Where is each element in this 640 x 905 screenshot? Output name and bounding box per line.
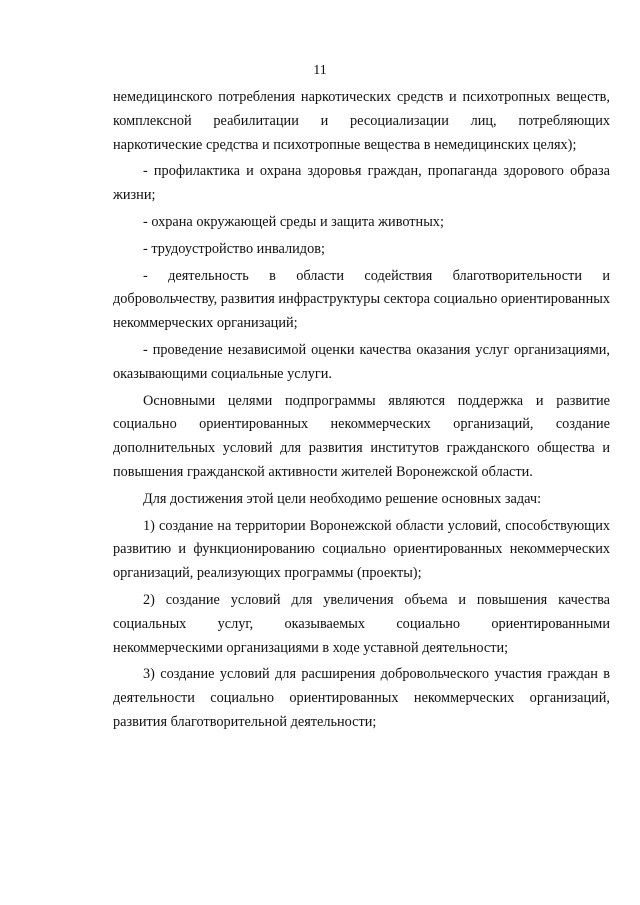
page-number: 11 — [313, 63, 327, 78]
paragraph-goals: Основными целями подпрограммы являются поддержка и развитие социально ориентированных некоммерческих организаций, создание дополнительных условий для развития институтов гражданского общества и повышения гражданской активности жителей Воронежской области. — [113, 392, 610, 480]
task-item-1: 1) создание на территории Воронежской области условий, способствующих развитию и функционированию социально ориентированных некоммерческих организаций, реализующих программы (проекты); — [113, 517, 610, 582]
list-item-quality-assessment: - проведение независимой оценки качества оказания услуг организациями, оказывающими социальные услуги. — [113, 341, 610, 382]
task-item-3: 3) создание условий для расширения добровольческого участия граждан в деятельности социально ориентированных некоммерческих организаций, развития благотворительной деятельности; — [113, 666, 610, 730]
list-item-charity: - деятельность в области содействия благотворительности и добровольчеству, развития инфраструктуры сектора социально ориентированных некоммерческих организаций; — [113, 267, 610, 332]
task-item-2: 2) создание условий для увеличения объема и повышения качества социальных услуг, оказываемых социально ориентированными некоммерческими организациями в ходе уставной деятельности; — [113, 591, 610, 656]
document-body — [113, 86, 610, 735]
list-item-health: - профилактика и охрана здоровья граждан, пропаганда здорового образа жизни; — [113, 163, 610, 204]
paragraph-tasks-intro: Для достижения этой цели необходимо решение основных задач: — [143, 490, 542, 507]
paragraph-continuation: немедицинского потребления наркотических средств и психотропных веществ, комплексной реабилитации и ресоциализации лиц, потребляющих наркотические средства и психотропные вещества в немедицинских целях); — [113, 89, 610, 153]
list-item-employment: - трудоустройство инвалидов; — [143, 240, 325, 257]
list-item-environment: - охрана окружающей среды и защита животных; — [143, 213, 444, 230]
